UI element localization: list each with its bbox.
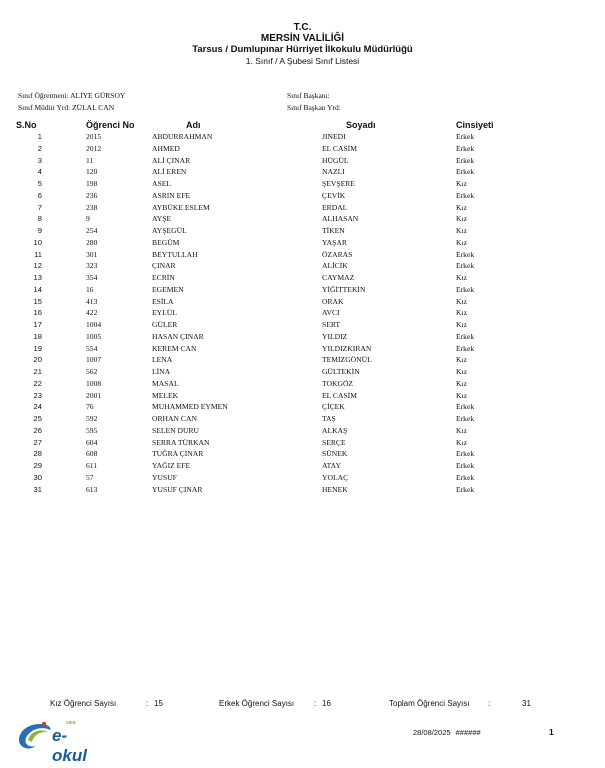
row-number: 3 — [37, 155, 42, 165]
student-number: 301 — [86, 249, 98, 259]
student-gender: Erkek — [456, 472, 475, 482]
student-surname: ÖZARAS — [322, 249, 353, 259]
row-number: 11 — [34, 249, 42, 259]
table-row — [0, 320, 605, 332]
student-name: MASAL — [152, 378, 179, 388]
student-surname: CAYMAZ — [322, 273, 355, 282]
row-number: 21 — [33, 367, 42, 376]
student-name: AYBÜKE ESLEM — [152, 202, 210, 212]
student-number: 611 — [86, 461, 98, 470]
student-number: 1007 — [86, 355, 102, 365]
table-row — [0, 402, 605, 414]
student-gender: Erkek — [456, 167, 475, 177]
table-row — [0, 285, 605, 297]
class-president: Sınıf Başkanı: — [287, 91, 330, 100]
row-number: 10 — [33, 237, 42, 247]
student-number: 57 — [86, 472, 94, 482]
row-number: 24 — [33, 402, 42, 412]
table-row — [0, 156, 605, 168]
row-number: 22 — [33, 378, 42, 388]
student-gender: Erkek — [456, 414, 475, 423]
row-number: 25 — [33, 414, 42, 423]
student-surname: GÜLTEKİN — [322, 367, 360, 376]
student-gender: Kız — [456, 237, 467, 247]
table-row — [0, 179, 605, 191]
student-surname: SERÇE — [322, 437, 346, 447]
student-number: 1004 — [86, 320, 102, 329]
student-surname: SERT — [322, 320, 341, 329]
student-number: 2001 — [86, 390, 102, 400]
student-surname: ÇİÇEK — [322, 402, 345, 412]
student-surname: EL CASİM — [322, 143, 357, 153]
student-name: YUSUF ÇINAR — [152, 484, 203, 494]
student-number: 9 — [86, 214, 90, 224]
student-surname: TOKGÖZ — [322, 378, 354, 388]
student-surname: TEMİZGÖNÜL — [322, 355, 372, 365]
student-name: ALİ ÇINAR — [152, 155, 191, 165]
student-gender: Kız — [456, 378, 467, 388]
student-surname: ALHASAN — [322, 214, 359, 224]
table-row — [0, 167, 605, 179]
student-name: YUSUF — [152, 472, 177, 482]
student-name: AYŞEGÜL — [152, 226, 187, 235]
student-surname: ALİCİK — [322, 261, 348, 271]
student-gender: Kız — [456, 179, 467, 188]
row-number: 5 — [37, 179, 42, 188]
table-row — [0, 332, 605, 344]
total-count-label: Toplam Öğrenci Sayısı — [389, 699, 470, 708]
e-okul-swirl-icon — [14, 718, 54, 752]
student-gender: Erkek — [456, 249, 475, 259]
student-surname: EL CASİM — [322, 390, 357, 400]
student-name: HASAN ÇINAR — [152, 331, 204, 341]
row-number: 9 — [37, 226, 42, 235]
row-number: 17 — [33, 320, 42, 329]
student-name: ALİ EREN — [152, 167, 187, 177]
class-vice-president: Sınıf Başkan Yrd: — [287, 103, 341, 112]
student-gender: Erkek — [456, 143, 475, 153]
student-surname: YİĞİTTEKİN — [322, 284, 366, 294]
student-name: BEGÜM — [152, 237, 180, 247]
header-school: Tarsus / Dumlupınar Hürriyet İlkokulu Müdürlüğü — [192, 44, 413, 55]
student-gender: Kız — [456, 202, 467, 212]
student-surname: ŞEVŞERE — [322, 179, 355, 188]
student-number: 198 — [86, 179, 98, 188]
table-row — [0, 391, 605, 403]
row-number: 29 — [33, 461, 42, 470]
row-number: 14 — [33, 284, 42, 294]
table-row — [0, 238, 605, 250]
student-gender: Kız — [456, 437, 467, 447]
student-name: EYLÜL — [152, 308, 177, 318]
student-name: GÜLER — [152, 320, 178, 329]
student-name: SERRA TÜRKAN — [152, 437, 210, 447]
student-surname: ALKAŞ — [322, 425, 348, 435]
student-name: ORHAN CAN — [152, 414, 197, 423]
student-gender: Erkek — [456, 284, 475, 294]
row-number: 18 — [33, 331, 42, 341]
student-number: 323 — [86, 261, 98, 271]
student-surname: SÜNEK — [322, 449, 348, 459]
student-number: 595 — [86, 425, 98, 435]
student-gender: Erkek — [456, 343, 475, 353]
student-name: LİNA — [152, 367, 171, 376]
student-surname: AVCI — [322, 308, 340, 318]
e-okul-logo — [14, 718, 98, 765]
row-number: 12 — [33, 261, 42, 271]
student-gender: Kız — [456, 355, 467, 365]
row-number: 28 — [33, 449, 42, 459]
student-name: ABDURRAHMAN — [152, 132, 213, 141]
row-number: 1 — [37, 132, 42, 141]
table-row — [0, 438, 605, 450]
table-row — [0, 144, 605, 156]
row-number: 23 — [33, 390, 42, 400]
student-name: BEYTULLAH — [152, 249, 198, 259]
table-row — [0, 379, 605, 391]
student-gender: Erkek — [456, 461, 475, 470]
student-name: SELEN DURU — [152, 425, 200, 435]
table-row — [0, 214, 605, 226]
student-gender: Kız — [456, 296, 467, 306]
row-number: 7 — [37, 202, 42, 212]
student-name: YAĞIZ EFE — [152, 461, 191, 470]
table-row — [0, 485, 605, 497]
student-name: ASRIN EFE — [152, 190, 191, 200]
student-name: ECRİN — [152, 273, 175, 282]
student-number: 608 — [86, 449, 98, 459]
student-name: KEREM CAN — [152, 343, 197, 353]
student-gender: Kız — [456, 390, 467, 400]
student-name: EGEMEN — [152, 284, 184, 294]
student-name: ÇINAR — [152, 261, 176, 271]
student-number: 254 — [86, 226, 98, 235]
student-surname: ERDAL — [322, 202, 348, 212]
table-row — [0, 226, 605, 238]
table-row — [0, 355, 605, 367]
student-number: 422 — [86, 308, 98, 318]
girls-count-value: 15 — [154, 699, 163, 708]
boys-count-value: 16 — [322, 699, 331, 708]
table-row — [0, 461, 605, 473]
total-count-value: 31 — [522, 699, 531, 708]
student-name: ASEL — [152, 179, 171, 188]
table-row — [0, 473, 605, 485]
row-number: 16 — [33, 308, 42, 318]
row-number: 26 — [33, 425, 42, 435]
student-number: 120 — [86, 167, 98, 177]
student-surname: ORAK — [322, 296, 344, 306]
header-governorship: MERSİN VALİLİĞİ — [260, 33, 345, 44]
student-name: TUĞRA ÇINAR — [152, 449, 204, 459]
student-number: 2015 — [86, 132, 102, 141]
header-class-list: 1. Sınıf / A Şubesi Sınıf Listesi — [245, 56, 360, 66]
table-row — [0, 367, 605, 379]
student-surname: YILDIZ — [322, 331, 348, 341]
row-number: 2 — [37, 143, 42, 153]
row-number: 4 — [37, 167, 42, 177]
student-gender: Kız — [456, 273, 467, 282]
student-gender: Kız — [456, 367, 467, 376]
table-row — [0, 132, 605, 144]
student-name: LENA — [152, 355, 173, 365]
table-row — [0, 449, 605, 461]
row-number: 15 — [33, 296, 42, 306]
student-surname: TİKEN — [322, 226, 345, 235]
header-tc: T.C. — [293, 22, 312, 33]
student-surname: HÜGÜL — [322, 155, 349, 165]
student-number: 76 — [86, 402, 94, 412]
print-date-value: 28/08/2025 — [413, 728, 451, 737]
student-number: 11 — [86, 155, 94, 165]
row-number: 31 — [33, 484, 42, 494]
student-surname: HENEK — [322, 484, 348, 494]
row-number: 8 — [37, 214, 42, 224]
table-row — [0, 261, 605, 273]
page-number: 1 — [549, 727, 554, 737]
girls-count-label: Kız Öğrenci Sayısı — [50, 699, 117, 708]
row-number: 30 — [33, 472, 42, 482]
row-number: 20 — [33, 355, 42, 365]
table-row — [0, 297, 605, 309]
student-name: AYŞE — [152, 214, 172, 224]
student-number: 280 — [86, 237, 98, 247]
student-number: 2012 — [86, 143, 102, 153]
student-gender: Kız — [456, 320, 467, 329]
student-gender: Erkek — [456, 402, 475, 412]
row-number: 13 — [33, 273, 42, 282]
logo-sub-text: MEB — [66, 720, 76, 725]
student-gender: Erkek — [456, 331, 475, 341]
table-row — [0, 414, 605, 426]
student-number: 592 — [86, 414, 98, 423]
student-surname: YILDIZKIRAN — [322, 343, 372, 353]
student-number: 236 — [86, 190, 98, 200]
print-hash: ###### — [455, 728, 481, 737]
student-surname: ATAY — [322, 461, 341, 470]
row-number: 6 — [37, 190, 42, 200]
student-gender: Erkek — [456, 132, 475, 141]
girls-count-sep: : — [146, 699, 149, 708]
student-gender: Erkek — [456, 261, 475, 271]
col-header-gender: Cinsiyeti — [456, 120, 494, 130]
student-surname: YOLAÇ — [322, 472, 349, 482]
student-surname: TAŞ — [322, 414, 336, 423]
student-number: 354 — [86, 273, 98, 282]
col-header-surname: Soyadı — [346, 120, 376, 130]
student-gender: Erkek — [456, 449, 475, 459]
student-number: 604 — [86, 437, 98, 447]
table-row — [0, 426, 605, 438]
student-surname: NAZLI — [322, 167, 345, 177]
student-number: 1005 — [86, 331, 102, 341]
table-row — [0, 250, 605, 262]
student-gender: Kız — [456, 214, 467, 224]
student-name: MUHAMMED EYMEN — [152, 402, 228, 412]
row-number: 27 — [33, 437, 42, 447]
student-surname: ÇEVİK — [322, 190, 346, 200]
print-date — [413, 728, 481, 737]
student-gender: Kız — [456, 308, 467, 318]
student-surname: YAŞAR — [322, 237, 347, 247]
student-number: 562 — [86, 367, 98, 376]
student-gender: Erkek — [456, 155, 475, 165]
student-number: 1008 — [86, 378, 102, 388]
boys-count-label: Erkek Öğrenci Sayısı — [219, 699, 295, 708]
student-number: 413 — [86, 296, 98, 306]
student-surname: JINEDI — [322, 132, 346, 141]
total-count-sep: : — [488, 699, 491, 708]
student-number: 238 — [86, 202, 98, 212]
table-row — [0, 203, 605, 215]
table-row — [0, 191, 605, 203]
class-teacher: Sınıf Öğretmeni: ALİYE GÜRSOY — [18, 91, 126, 100]
student-gender: Erkek — [456, 484, 475, 494]
student-number: 554 — [86, 343, 98, 353]
class-deputy: Sınıf Müdür Yrd: ZÜLAL CAN — [18, 103, 115, 112]
student-number: 613 — [86, 484, 98, 494]
col-header-student-no: Öğrenci No — [86, 120, 135, 130]
student-name: MELEK — [152, 390, 179, 400]
student-gender: Kız — [456, 226, 467, 235]
table-row — [0, 344, 605, 356]
student-number: 16 — [86, 284, 94, 294]
student-gender: Erkek — [456, 190, 475, 200]
student-name: AHMED — [152, 143, 180, 153]
table-row — [0, 308, 605, 320]
col-header-no: S.No — [16, 120, 37, 130]
table-row — [0, 273, 605, 285]
logo-text: e-okul — [52, 726, 87, 765]
student-name: ESİLA — [152, 296, 174, 306]
row-number: 19 — [33, 343, 42, 353]
boys-count-sep: : — [314, 699, 317, 708]
col-header-name: Adı — [186, 120, 201, 130]
student-gender: Kız — [456, 425, 467, 435]
